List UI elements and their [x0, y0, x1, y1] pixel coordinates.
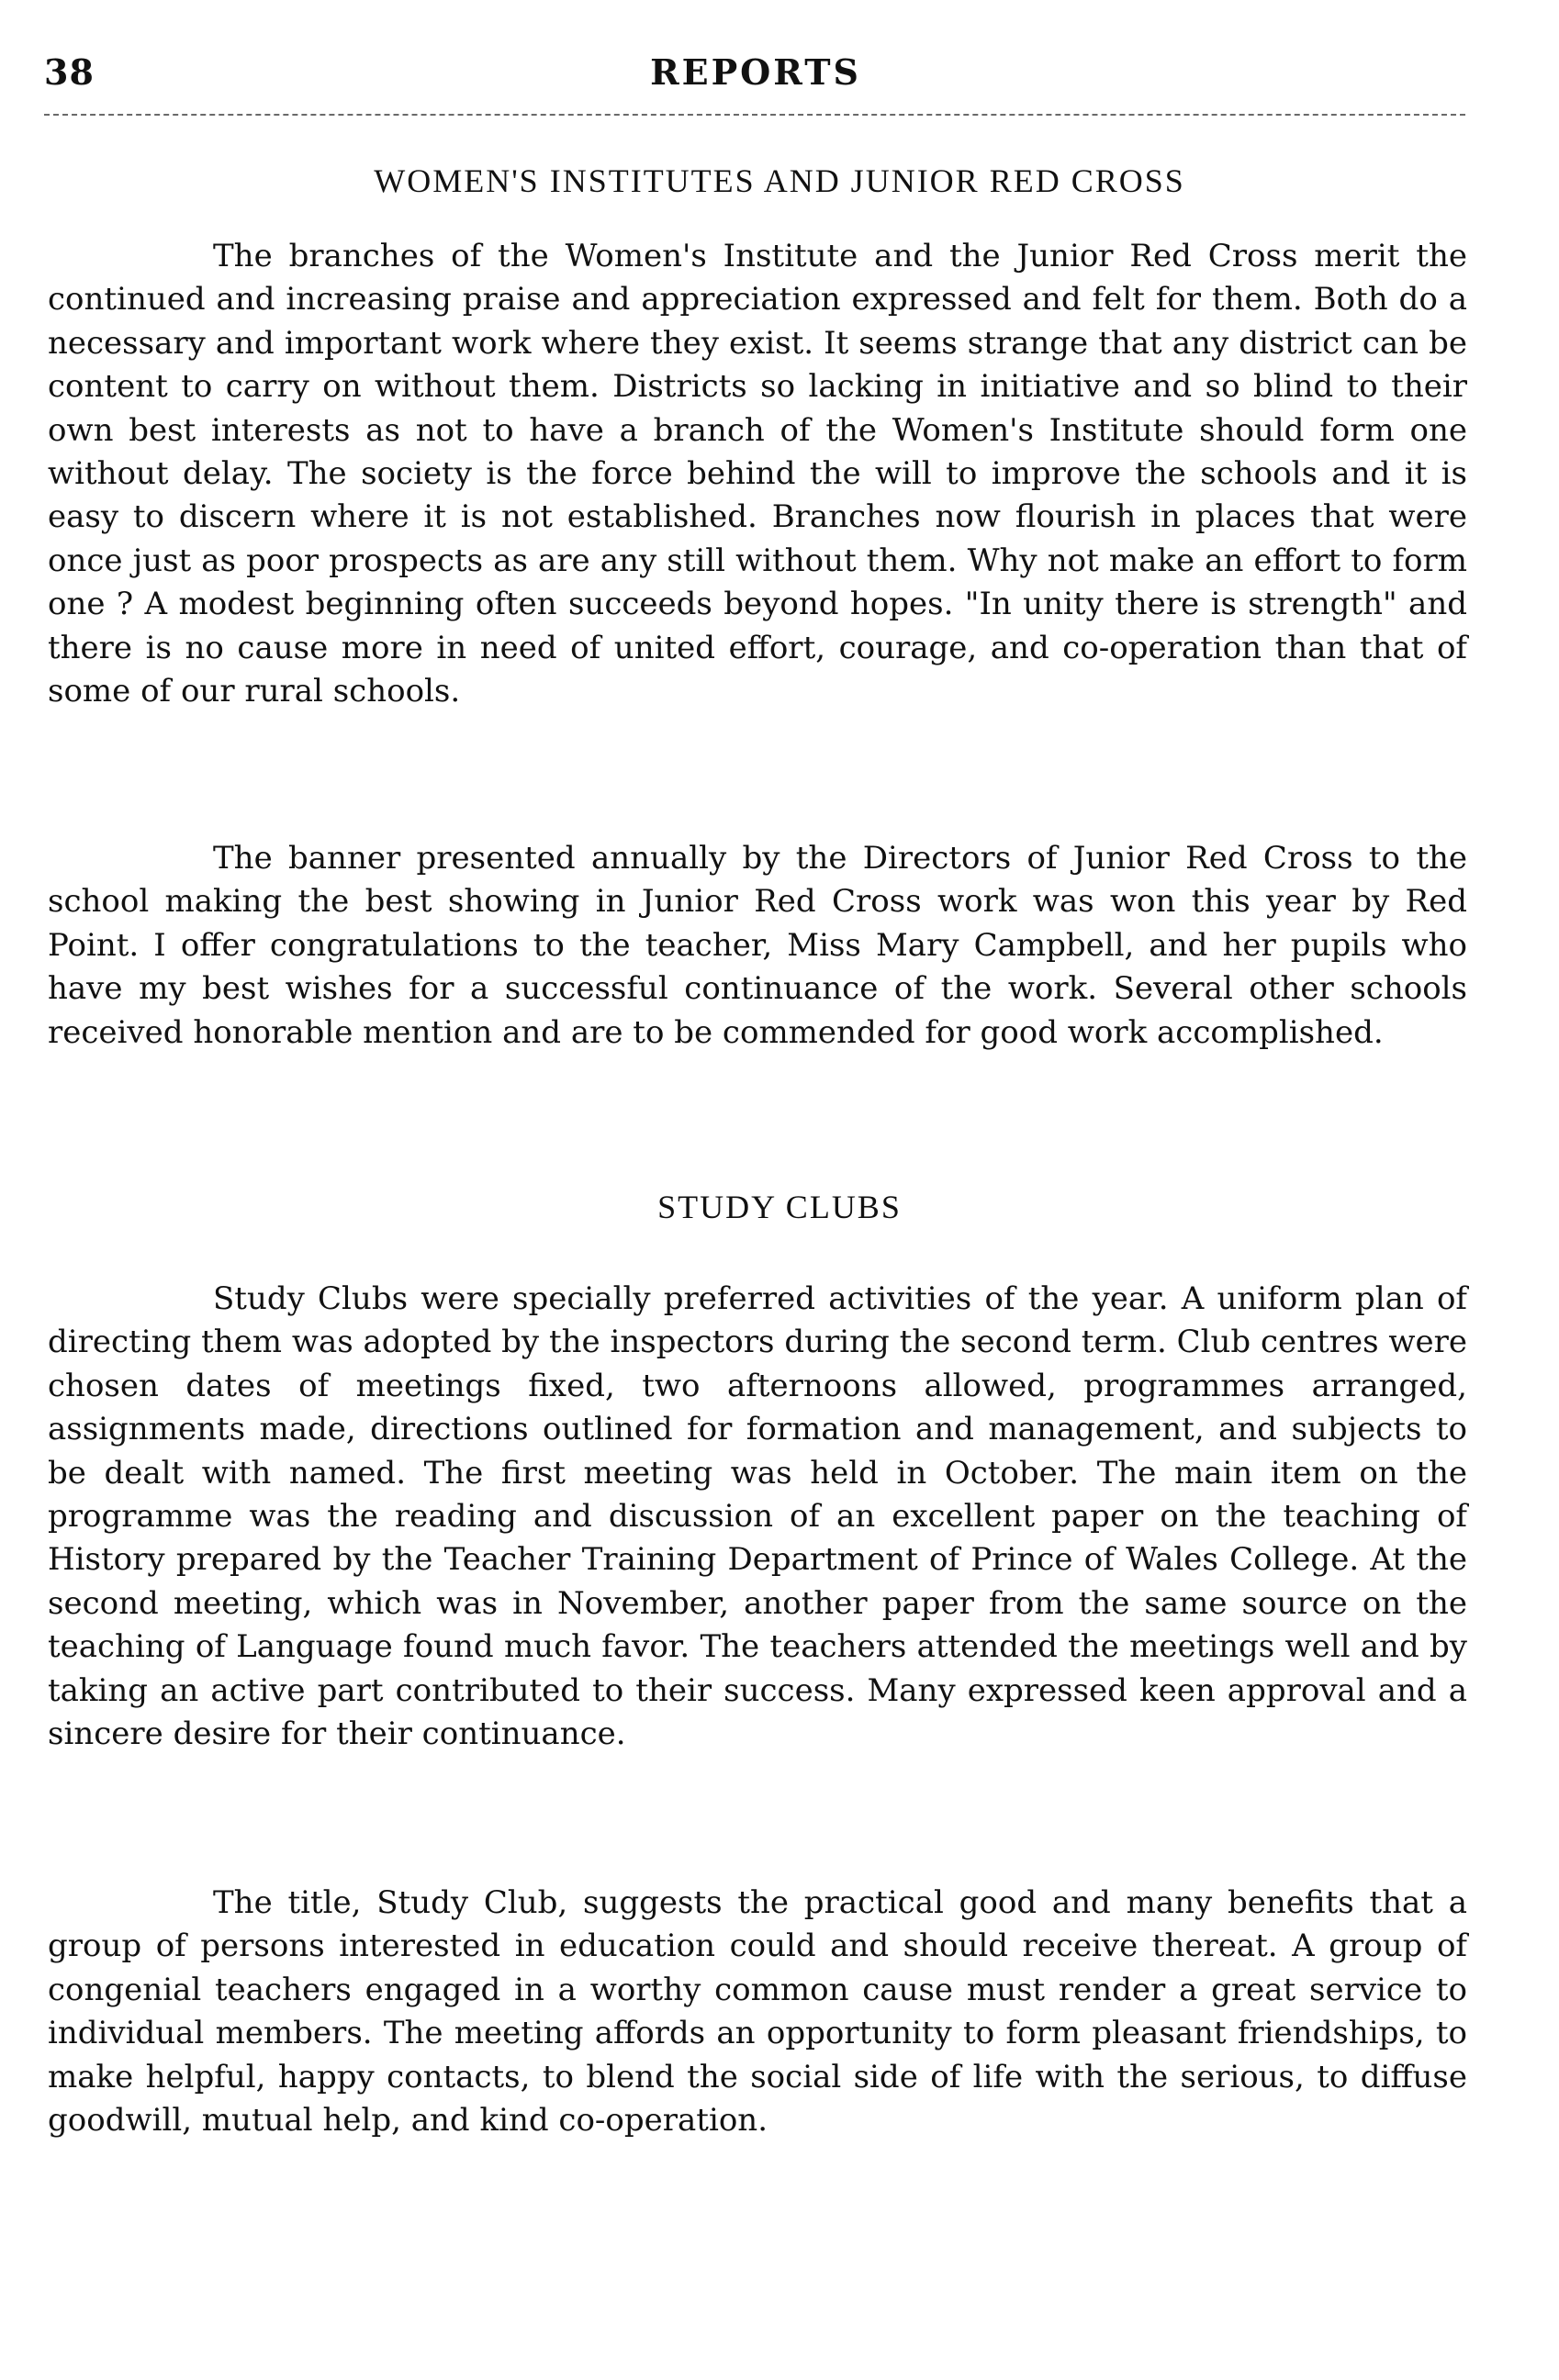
paragraph-womens-institutes: The branches of the Women's Institute and the Junior Red Cross merit the continued and increasing praise and appreciation expressed and felt for them. Both do a necessary and important work where they exist. It seems strange that any district can be content to carry on without them. Districts so lacking in initiative and so blind to their own best interests as not to have a branch of the Women's Institute should form one without delay. The society is the force behind the will to improve the schools and it is easy to discern where it is not established. Branches now flourish in places that were once just as poor prospects as are any still without them. Why not make an effort to form one ? A modest beginning often succeeds beyond hopes. "In unity there is strength" and there is no cause more in need of united effort, courage, and co-operation than that of some of our rural schools. — [48, 238, 1467, 710]
running-header — [44, 51, 1467, 106]
section-heading-womens-institutes: WOMEN'S INSTITUTES AND JUNIOR RED CROSS — [374, 162, 1185, 199]
paragraph-red-cross-banner: The banner presented annually by the Directors of Junior Red Cross to the school making the best showing in Junior Red Cross work was won this year by Red Point. I offer congratulations to the teacher, Miss Mary Campbell, and her pupils who have my best wishes for a successful continuance of the work. Several other schools received honorable mention and are to be commended for good work accomplished. — [48, 840, 1467, 1051]
page-number: 38 — [44, 51, 95, 93]
section-heading-study-clubs: STUDY CLUBS — [657, 1189, 902, 1225]
running-title: REPORTS — [650, 51, 861, 93]
paragraph-study-clubs-activities: Study Clubs were specially preferred activities of the year. A uniform plan of directing them was adopted by the inspectors during the second term. Club centres were chosen dates of meetings fixed, two afternoons allowed, programmes arranged, assignments made, directions outlined for formation and management, and subjects to be dealt with named. The first meeting was held in October. The main item on the programme was the reading and discussion of an excellent paper on the teaching of History prepared by the Teacher Training Department of Prince of Wales College. At the second meeting, which was in November, another paper from the same source on the teaching of Language found much favor. The teachers attended the meetings well and by taking an active part contributed to their success. Many expressed keen approval and a sincere desire for their continuance. — [48, 1280, 1467, 1753]
header-rule — [44, 114, 1465, 116]
paragraph-study-clubs-benefits: The title, Study Club, suggests the practical good and many benefits that a group of persons interested in education could and should receive thereat. A group of congenial teachers engaged in a worthy common cause must render a great service to individual members. The meeting affords an opportunity to form pleasant friendships, to make helpful, happy contacts, to blend the social side of life with the serious, to diffuse goodwill, mutual help, and kind co-operation. — [48, 1884, 1467, 2140]
